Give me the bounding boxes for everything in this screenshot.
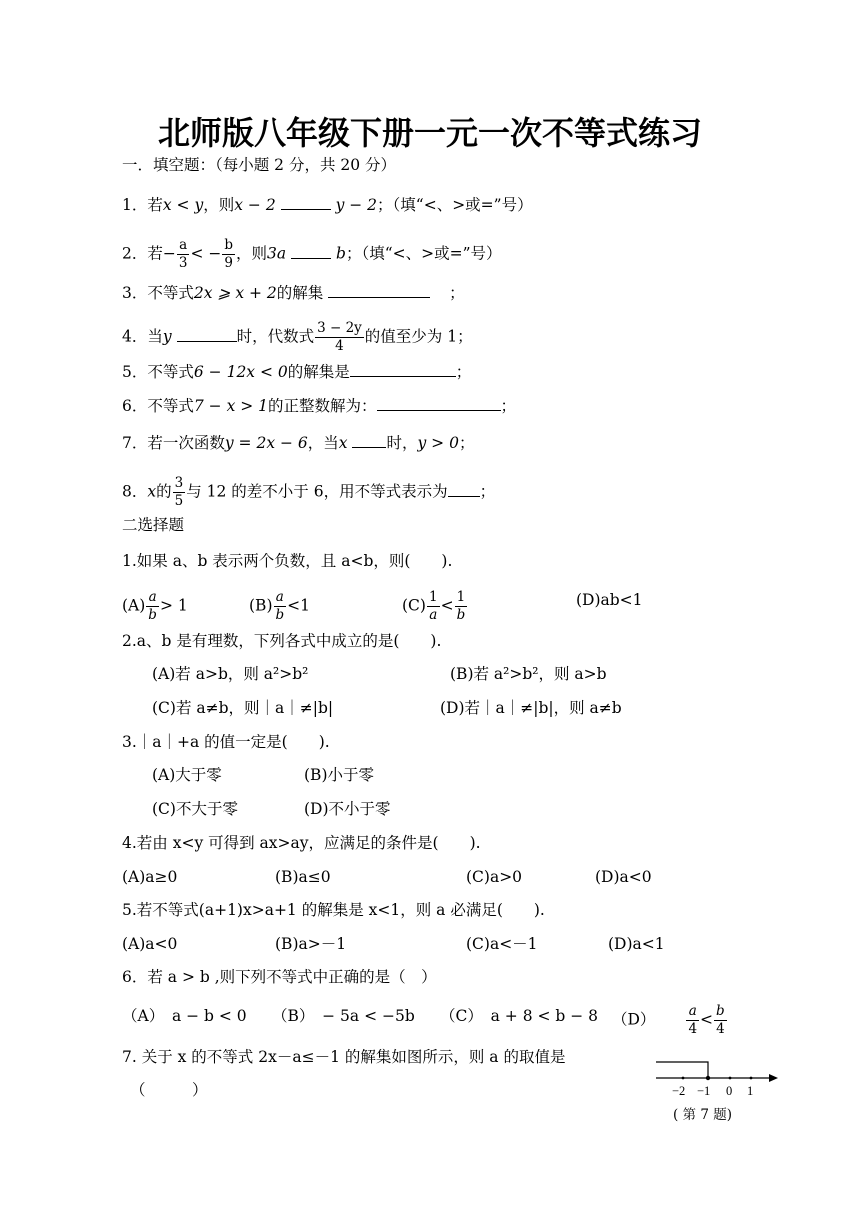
choice-question-6: 6．若 a > b ,则下列不等式中正确的是（ ） [122,968,437,986]
section1-heading: 一．填空题：（每小题 2 分，共 20 分） [122,156,397,174]
tick-label: 1 [747,1084,754,1098]
tick-label: −2 [672,1084,686,1098]
fill-question-6: 6．不等式7 − x > 1的正整数解为： ； [122,397,517,415]
choice-question-4: 4.若由 x<y 可得到 ax>ay，应满足的条件是( ). [122,834,481,852]
page-title: 北师版八年级下册一元一次不等式练习 [157,114,702,152]
fraction: $\frac{a}{3}$ [178,237,188,271]
section2-heading: 二选择题 [122,516,185,534]
option-d[interactable]: (D)a<0 [595,868,652,886]
figure-caption: ( 第 7 题) [673,1107,732,1123]
answer-blank[interactable] [350,361,456,377]
option-b[interactable]: (B)若 a²>b²，则 a>b [450,665,607,683]
option-c[interactable]: (C) $\frac{1}{a}$ < $\frac{1}{b}$ [402,589,466,623]
option-a[interactable]: (A) $\frac{a}{b}$ > 1 [122,589,188,623]
option-d[interactable]: (D)a<1 [608,935,665,953]
answer-blank[interactable] [177,326,237,342]
fill-question-2: 2．若− $\frac{a}{3}$ < − $\frac{b}{9}$ ，则3a b；（填“<、>或=”号） [122,237,502,271]
option-d[interactable]: （D） $\frac{a}{4}$ < $\frac{b}{4}$ [612,1003,725,1037]
option-b[interactable]: (B) $\frac{a}{b}$ <1 [249,589,311,623]
fraction: $\frac{3 - 2y}{4}$ [317,320,362,354]
tick-label: 0 [726,1084,733,1098]
answer-blank[interactable] [291,243,331,259]
solution-bracket [656,1062,708,1078]
answer-blank[interactable] [328,282,430,298]
option-b[interactable]: (B)小于零 [304,766,374,784]
option-b[interactable]: （B） − 5a < −5b [272,1007,415,1025]
option-a[interactable]: (A)a≥0 [122,868,178,886]
fill-question-5: 5．不等式6 − 12x < 0的解集是 ； [122,363,472,381]
fill-question-1: 1．若x < y，则x − 2 y − 2；（填“<、>或=”号） [122,196,533,214]
option-b[interactable]: (B)a≤0 [275,868,331,886]
fill-question-8: 8．x的 $\frac{3}{5}$ 与 12 的差不小于 6，用不等式表示为 ； [122,475,496,509]
fraction: $\frac{3}{5}$ [174,475,184,509]
option-c[interactable]: (C)不大于零 [152,800,238,818]
fill-question-4: 4．当y 时，代数式 $\frac{3 - 2y}{4}$ 的值至少为 1； [122,320,473,354]
choice-question-1: 1.如果 a、b 表示两个负数，且 a<b，则( ). [122,552,453,570]
answer-blank[interactable] [448,481,480,497]
tick-label: −1 [697,1084,711,1098]
choice-question-5: 5.若不等式(a+1)x>a+1 的解集是 x<1，则 a 必满足( ). [122,901,545,919]
answer-blank[interactable] [377,395,501,411]
option-c[interactable]: (C)a>0 [466,868,523,886]
option-c[interactable]: （C） a + 8 < b − 8 [440,1007,599,1025]
fill-question-3: 3．不等式2x ⩾ x + 2的解集 ； [122,284,465,302]
option-d[interactable]: (D)若｜a｜≠|b|，则 a≠b [440,699,622,717]
answer-blank[interactable] [352,432,386,448]
option-a[interactable]: (A)大于零 [152,766,222,784]
choice-question-3: 3.｜a｜+a 的值一定是( ). [122,733,330,751]
option-d[interactable]: (D)不小于零 [304,800,391,818]
option-c[interactable]: (C)a<－1 [466,935,538,953]
option-a[interactable]: (A)若 a>b，则 a²>b² [152,665,309,683]
fill-question-7: 7．若一次函数y = 2x − 6，当x 时，y > 0； [122,434,475,452]
option-b[interactable]: (B)a>－1 [275,935,347,953]
option-c[interactable]: (C)若 a≠b，则｜a｜≠|b| [152,699,334,717]
option-a[interactable]: (A)a<0 [122,935,178,953]
choice-question-2: 2.a、b 是有理数，下列各式中成立的是( ). [122,632,442,650]
endpoint-dot [706,1076,710,1080]
arrow-icon [769,1074,778,1082]
fraction: $\frac{b}{9}$ [224,237,234,271]
choice-question-7: 7. 关于 x 的不等式 2x－a≤－1 的解集如图所示，则 a 的取值是 [122,1048,566,1066]
option-d[interactable]: (D)ab<1 [576,591,643,609]
option-a[interactable]: （A） a − b < 0 [122,1007,247,1025]
answer-parentheses[interactable]: （ ） [130,1081,208,1099]
answer-blank[interactable] [281,194,331,210]
number-line-figure [648,1055,788,1105]
